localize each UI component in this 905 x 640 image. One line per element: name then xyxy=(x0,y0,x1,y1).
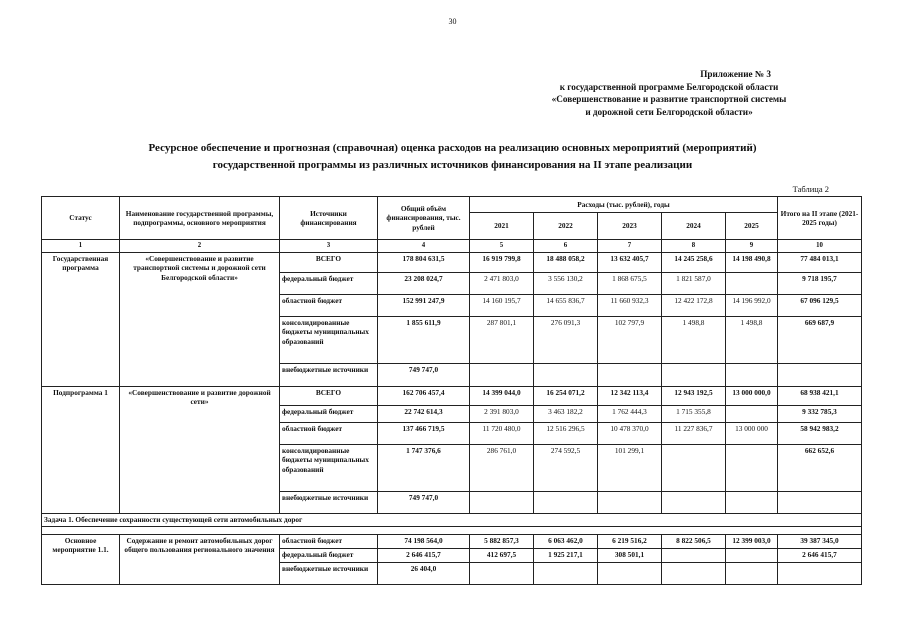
stage-cell: 68 938 421,1 xyxy=(778,386,862,405)
total-cell: 749 747,0 xyxy=(378,491,470,513)
year-cell: 2 391 803,0 xyxy=(470,405,534,422)
stage-cell: 77 484 013,1 xyxy=(778,252,862,272)
task-row xyxy=(42,513,862,526)
table-label: Таблица 2 xyxy=(792,184,829,194)
year-cell: 11 227 836,7 xyxy=(662,422,726,444)
year-cell xyxy=(662,363,726,386)
column-number: 6 xyxy=(534,240,598,253)
year-cell xyxy=(598,491,662,513)
year-cell xyxy=(598,363,662,386)
year-cell: 16 919 799,8 xyxy=(470,252,534,272)
column-number: 3 xyxy=(280,240,378,253)
header-year: 2025 xyxy=(726,213,778,240)
column-number: 10 xyxy=(778,240,862,253)
appendix-number: Приложение № 3 xyxy=(700,69,771,79)
year-cell: 286 761,0 xyxy=(470,444,534,491)
year-cell: 13 000 000 xyxy=(726,422,778,444)
year-cell xyxy=(726,491,778,513)
total-cell: 1 855 611,9 xyxy=(378,316,470,363)
header-year: 2024 xyxy=(662,213,726,240)
row-name: «Совершенствование и развитие дорожной сети» xyxy=(120,386,280,513)
source-cell: областной бюджет xyxy=(280,294,378,316)
year-cell: 14 655 836,7 xyxy=(534,294,598,316)
total-cell: 137 466 719,5 xyxy=(378,422,470,444)
header-name: Наименование государственной программы, подпрограммы, основного мероприятия xyxy=(120,197,280,240)
year-cell: 10 478 370,0 xyxy=(598,422,662,444)
source-cell: областной бюджет xyxy=(280,422,378,444)
stage-cell xyxy=(778,363,862,386)
stage-cell: 67 096 129,5 xyxy=(778,294,862,316)
task-title: Задача 1. Обеспечение сохранности существующей сети автомобильных дорог xyxy=(42,513,862,526)
header-status: Статус xyxy=(42,197,120,240)
year-cell: 11 720 480,0 xyxy=(470,422,534,444)
stage-cell: 58 942 983,2 xyxy=(778,422,862,444)
year-cell: 12 342 113,4 xyxy=(598,386,662,405)
column-number: 9 xyxy=(726,240,778,253)
column-number: 7 xyxy=(598,240,662,253)
year-cell xyxy=(662,562,726,584)
year-cell: 14 245 258,6 xyxy=(662,252,726,272)
source-cell: федеральный бюджет xyxy=(280,272,378,294)
total-cell: 1 747 376,6 xyxy=(378,444,470,491)
header-year: 2021 xyxy=(470,213,534,240)
year-cell: 8 822 506,5 xyxy=(662,534,726,548)
table-row xyxy=(42,252,862,272)
year-cell xyxy=(534,363,598,386)
year-cell xyxy=(726,272,778,294)
column-number: 5 xyxy=(470,240,534,253)
year-cell xyxy=(662,491,726,513)
year-cell: 287 801,1 xyxy=(470,316,534,363)
year-cell xyxy=(534,491,598,513)
year-cell: 1 868 675,5 xyxy=(598,272,662,294)
source-cell: внебюджетные источники xyxy=(280,491,378,513)
year-cell: 1 498,8 xyxy=(662,316,726,363)
total-cell: 23 208 024,7 xyxy=(378,272,470,294)
year-cell: 3 463 182,2 xyxy=(534,405,598,422)
total-cell: 26 404,0 xyxy=(378,562,470,584)
year-cell: 308 501,1 xyxy=(598,548,662,562)
year-cell: 1 925 217,1 xyxy=(534,548,598,562)
year-cell xyxy=(534,562,598,584)
year-cell: 12 399 003,0 xyxy=(726,534,778,548)
source-cell: консолидированные бюджеты муниципальных образований xyxy=(280,316,378,363)
page-number: 30 xyxy=(448,17,457,26)
year-cell: 14 160 195,7 xyxy=(470,294,534,316)
stage-cell: 662 652,6 xyxy=(778,444,862,491)
year-cell: 1 762 444,3 xyxy=(598,405,662,422)
source-cell: внебюджетные источники xyxy=(280,363,378,386)
appendix-line: и дорожной сети Белгородской области» xyxy=(585,106,753,117)
source-cell: консолидированные бюджеты муниципальных образований xyxy=(280,444,378,491)
year-cell xyxy=(470,562,534,584)
year-cell: 14 196 992,0 xyxy=(726,294,778,316)
total-cell: 22 742 614,3 xyxy=(378,405,470,422)
year-cell: 1 498,8 xyxy=(726,316,778,363)
column-number: 1 xyxy=(42,240,120,253)
resource-table xyxy=(41,196,862,585)
year-cell: 102 797,9 xyxy=(598,316,662,363)
year-cell: 12 422 172,8 xyxy=(662,294,726,316)
header-stage-total: Итого на II этапе (2021-2025 годы) xyxy=(778,197,862,240)
row-name: «Совершенствование и развитие транспортной системы и дорожной сети Белгородской области» xyxy=(120,252,280,386)
year-cell xyxy=(726,562,778,584)
year-cell: 6 063 462,0 xyxy=(534,534,598,548)
year-cell: 6 219 516,2 xyxy=(598,534,662,548)
source-cell: внебюджетные источники xyxy=(280,562,378,584)
year-cell: 13 000 000,0 xyxy=(726,386,778,405)
year-cell xyxy=(726,548,778,562)
year-cell xyxy=(726,405,778,422)
column-number: 2 xyxy=(120,240,280,253)
row-status: Подпрограмма 1 xyxy=(42,386,120,513)
column-numbers-row xyxy=(42,240,862,253)
total-cell: 749 747,0 xyxy=(378,363,470,386)
stage-cell: 2 646 415,7 xyxy=(778,548,862,562)
stage-cell: 9 718 195,7 xyxy=(778,272,862,294)
row-status: Основное мероприятие 1.1. xyxy=(42,534,120,584)
stage-cell: 39 387 345,0 xyxy=(778,534,862,548)
year-cell xyxy=(470,491,534,513)
year-cell: 276 091,3 xyxy=(534,316,598,363)
stage-cell: 9 332 785,3 xyxy=(778,405,862,422)
year-cell: 16 254 071,2 xyxy=(534,386,598,405)
spacer-row xyxy=(42,526,862,534)
header-year: 2022 xyxy=(534,213,598,240)
year-cell xyxy=(726,444,778,491)
stage-cell xyxy=(778,491,862,513)
appendix-line: «Совершенствование и развитие транспортной системы xyxy=(551,94,787,104)
source-cell: ВСЕГО xyxy=(280,252,378,272)
year-cell: 101 299,1 xyxy=(598,444,662,491)
year-cell xyxy=(470,363,534,386)
document-title xyxy=(100,140,805,174)
year-cell xyxy=(662,548,726,562)
source-cell: федеральный бюджет xyxy=(280,548,378,562)
appendix-line: к государственной программе Белгородской области xyxy=(559,81,779,92)
total-cell: 74 198 564,0 xyxy=(378,534,470,548)
year-cell: 274 592,5 xyxy=(534,444,598,491)
year-cell: 18 488 058,2 xyxy=(534,252,598,272)
year-cell xyxy=(662,444,726,491)
stage-cell: 669 687,9 xyxy=(778,316,862,363)
total-cell: 152 991 247,9 xyxy=(378,294,470,316)
source-cell: федеральный бюджет xyxy=(280,405,378,422)
year-cell: 12 943 192,5 xyxy=(662,386,726,405)
year-cell: 3 556 130,2 xyxy=(534,272,598,294)
header-total: Общий объём финансирования, тыс. рублей xyxy=(378,197,470,240)
column-number: 8 xyxy=(662,240,726,253)
year-cell: 1 715 355,8 xyxy=(662,405,726,422)
year-cell: 412 697,5 xyxy=(470,548,534,562)
row-status: Государственная программа xyxy=(42,252,120,386)
source-cell: ВСЕГО xyxy=(280,386,378,405)
header-expenses: Расходы (тыс. рублей), годы xyxy=(470,197,778,213)
table-row xyxy=(42,534,862,548)
year-cell xyxy=(598,562,662,584)
source-cell: областной бюджет xyxy=(280,534,378,548)
stage-cell xyxy=(778,562,862,584)
total-cell: 2 646 415,7 xyxy=(378,548,470,562)
total-cell: 178 804 631,5 xyxy=(378,252,470,272)
year-cell: 13 632 405,7 xyxy=(598,252,662,272)
year-cell: 14 399 044,0 xyxy=(470,386,534,405)
year-cell: 2 471 803,0 xyxy=(470,272,534,294)
year-cell xyxy=(726,363,778,386)
year-cell: 1 821 587,0 xyxy=(662,272,726,294)
year-cell: 14 198 490,8 xyxy=(726,252,778,272)
year-cell: 11 660 932,3 xyxy=(598,294,662,316)
column-number: 4 xyxy=(378,240,470,253)
year-cell: 12 516 296,5 xyxy=(534,422,598,444)
table-row xyxy=(42,386,862,405)
header-sources: Источники финансирования xyxy=(280,197,378,240)
title-line: государственной программы из различных источников финансирования на II этапе реализации xyxy=(212,159,693,171)
header-year: 2023 xyxy=(598,213,662,240)
appendix-header xyxy=(509,68,829,118)
title-line: Ресурсное обеспечение и прогнозная (справочная) оценка расходов на реализацию основных мероприятий (мероприятий) xyxy=(148,142,757,154)
total-cell: 162 706 457,4 xyxy=(378,386,470,405)
row-name: Содержание и ремонт автомобильных дорог общего пользования регионального значения xyxy=(120,534,280,584)
year-cell: 5 882 857,3 xyxy=(470,534,534,548)
